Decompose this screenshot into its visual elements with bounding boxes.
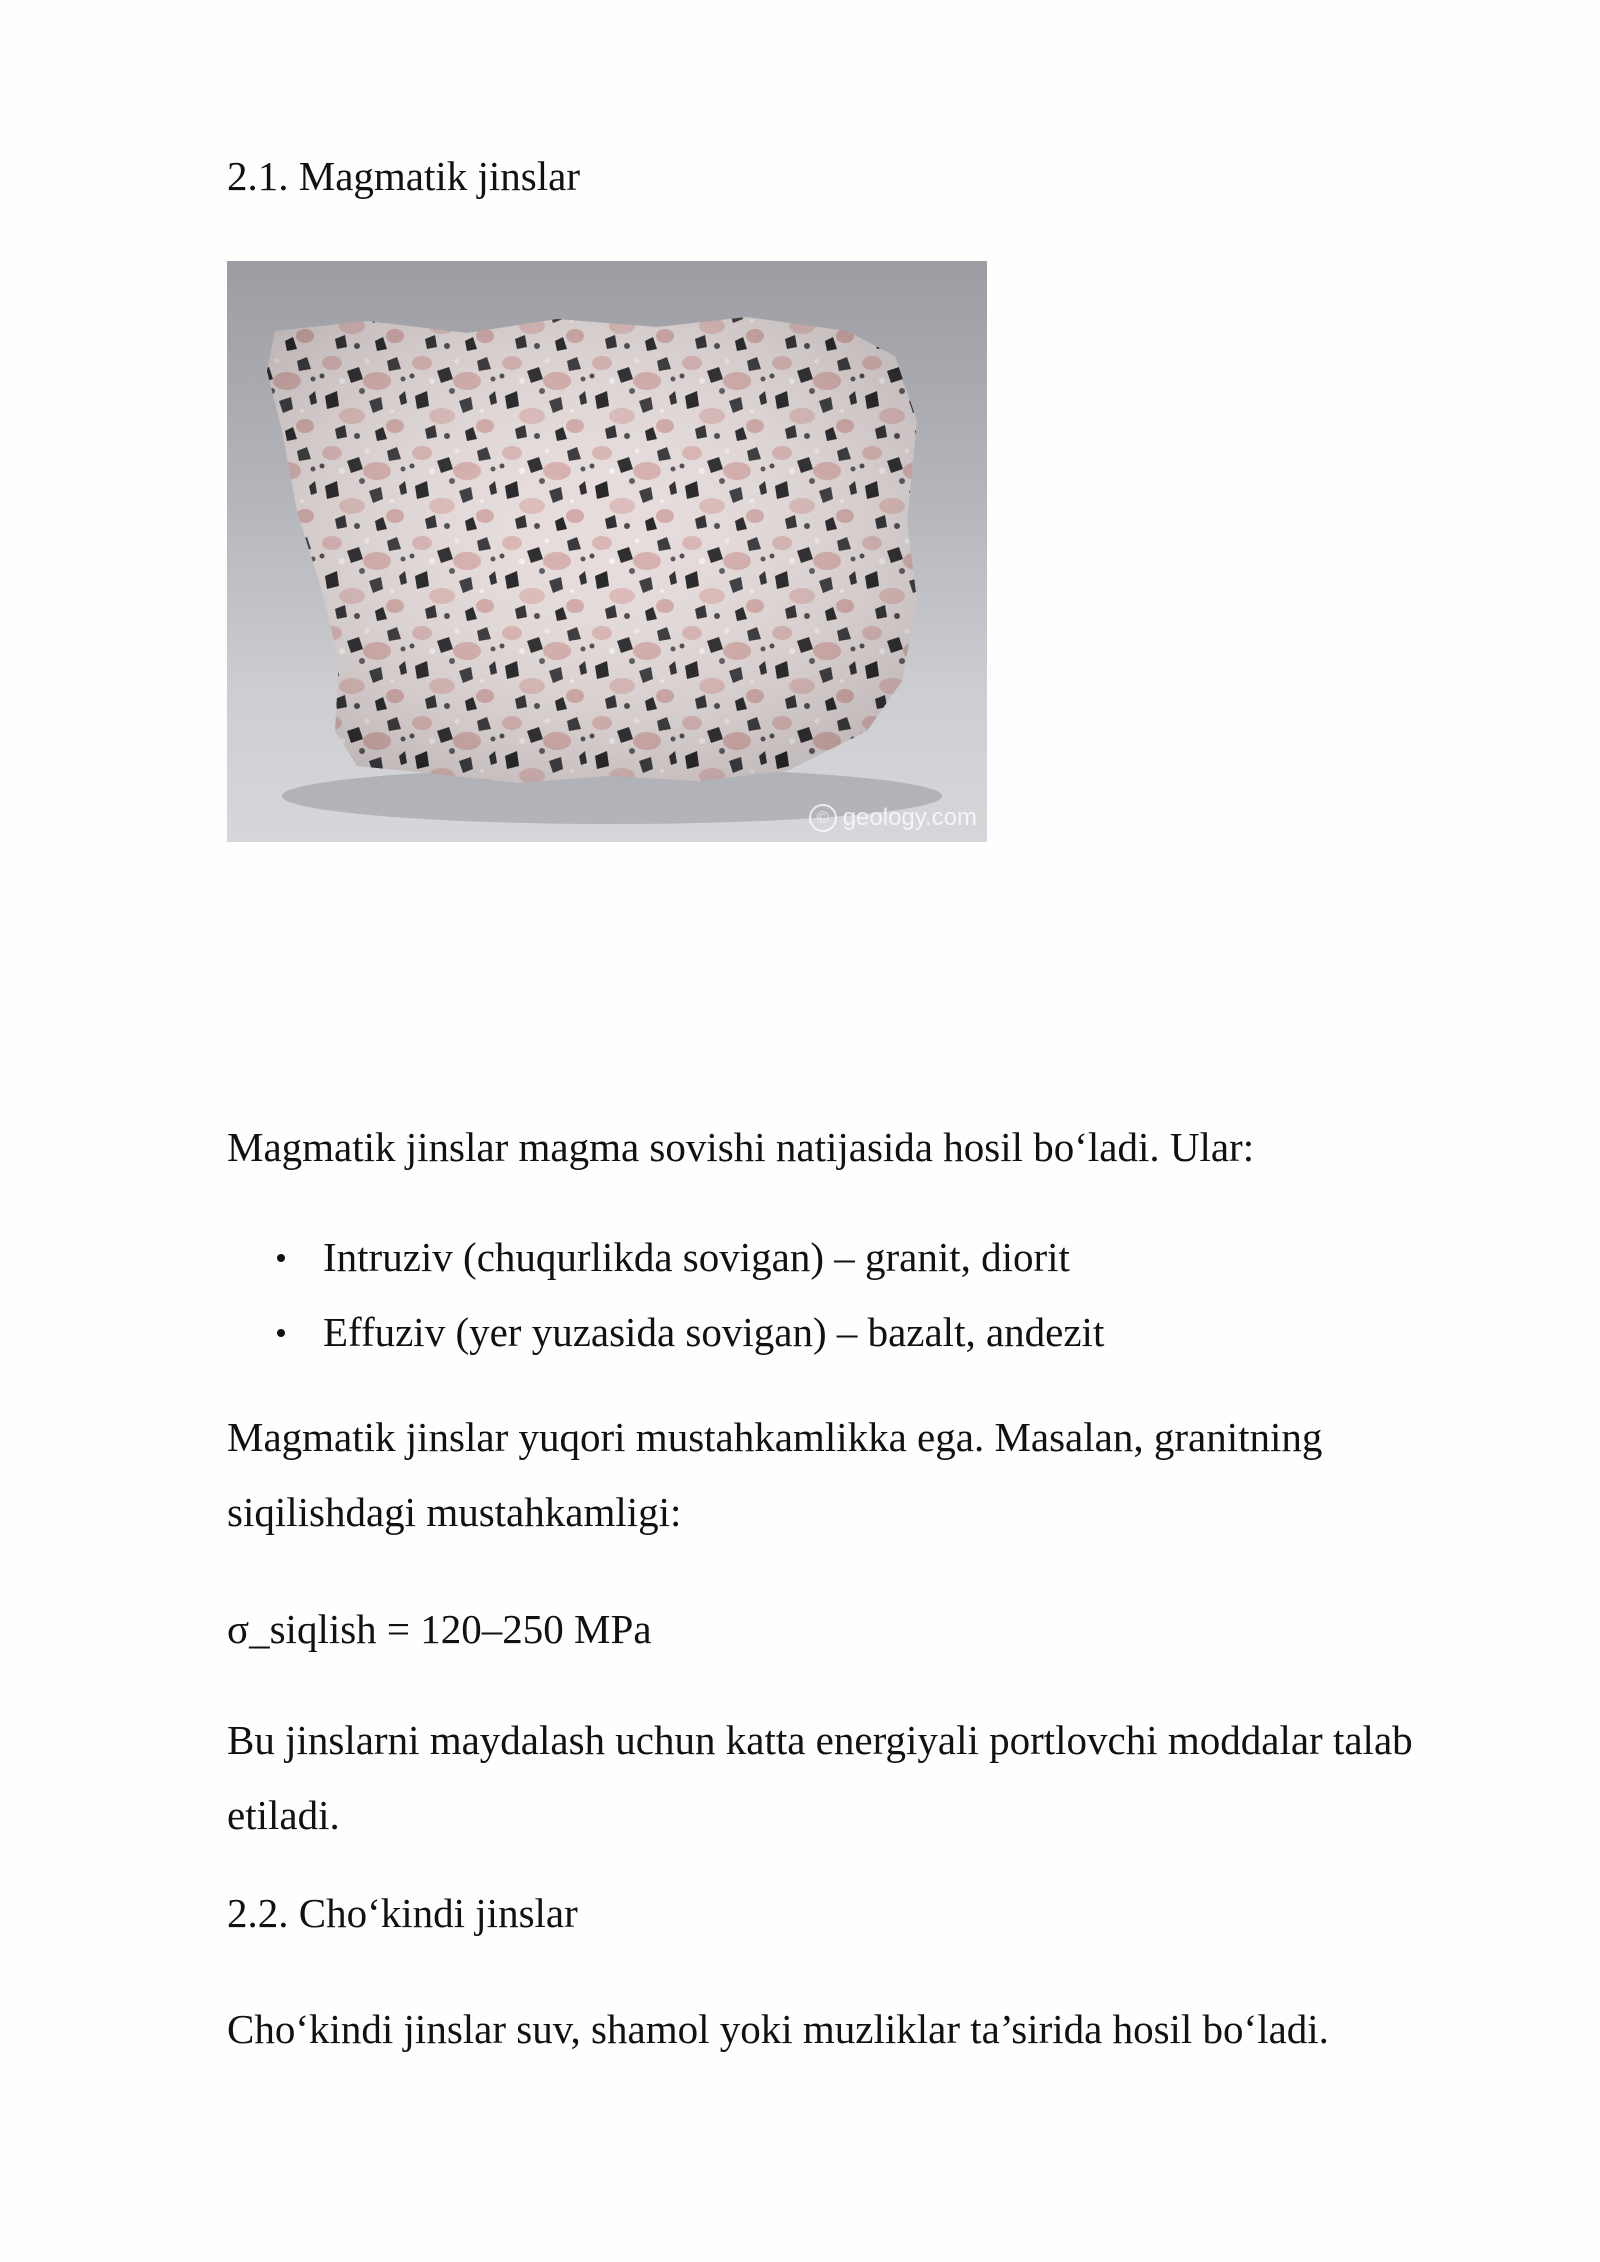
copyright-icon: © bbox=[809, 804, 837, 832]
image-watermark bbox=[809, 804, 977, 832]
granite-image bbox=[227, 261, 987, 842]
granite-illustration bbox=[227, 261, 987, 842]
strength-formula: σ_siqlish = 120–250 MPa bbox=[227, 1606, 652, 1652]
sedimentary-intro: Cho‘kindi jinslar suv, shamol yoki muzliklar ta’sirida hosil bo‘ladi. bbox=[227, 2006, 1329, 2052]
list-item bbox=[227, 1295, 1487, 1370]
magmatic-types-list bbox=[227, 1220, 1487, 1370]
list-item bbox=[227, 1220, 1487, 1295]
magmatic-intro: Magmatik jinslar magma sovishi natijasida hosil bo‘ladi. Ular: bbox=[227, 1124, 1255, 1170]
bullet-icon bbox=[277, 1329, 285, 1337]
watermark-text: geology.com bbox=[842, 804, 977, 831]
strength-paragraph: Magmatik jinslar yuqori mustahkamlikka ega. Masalan, granitning siqilishdagi mustahkamligi: bbox=[227, 1414, 1323, 1535]
list-item-text: Effuziv (yer yuzasida sovigan) – bazalt, andezit bbox=[323, 1309, 1105, 1355]
bullet-icon bbox=[277, 1254, 285, 1262]
list-item-text: Intruziv (chuqurlikda sovigan) – granit, diorit bbox=[323, 1234, 1070, 1280]
section-heading-sedimentary: 2.2. Cho‘kindi jinslar bbox=[227, 1890, 578, 1936]
section-heading-magmatic: 2.1. Magmatik jinslar bbox=[227, 153, 581, 199]
blasting-paragraph: Bu jinslarni maydalash uchun katta energiyali portlovchi moddalar talab etiladi. bbox=[227, 1717, 1413, 1838]
